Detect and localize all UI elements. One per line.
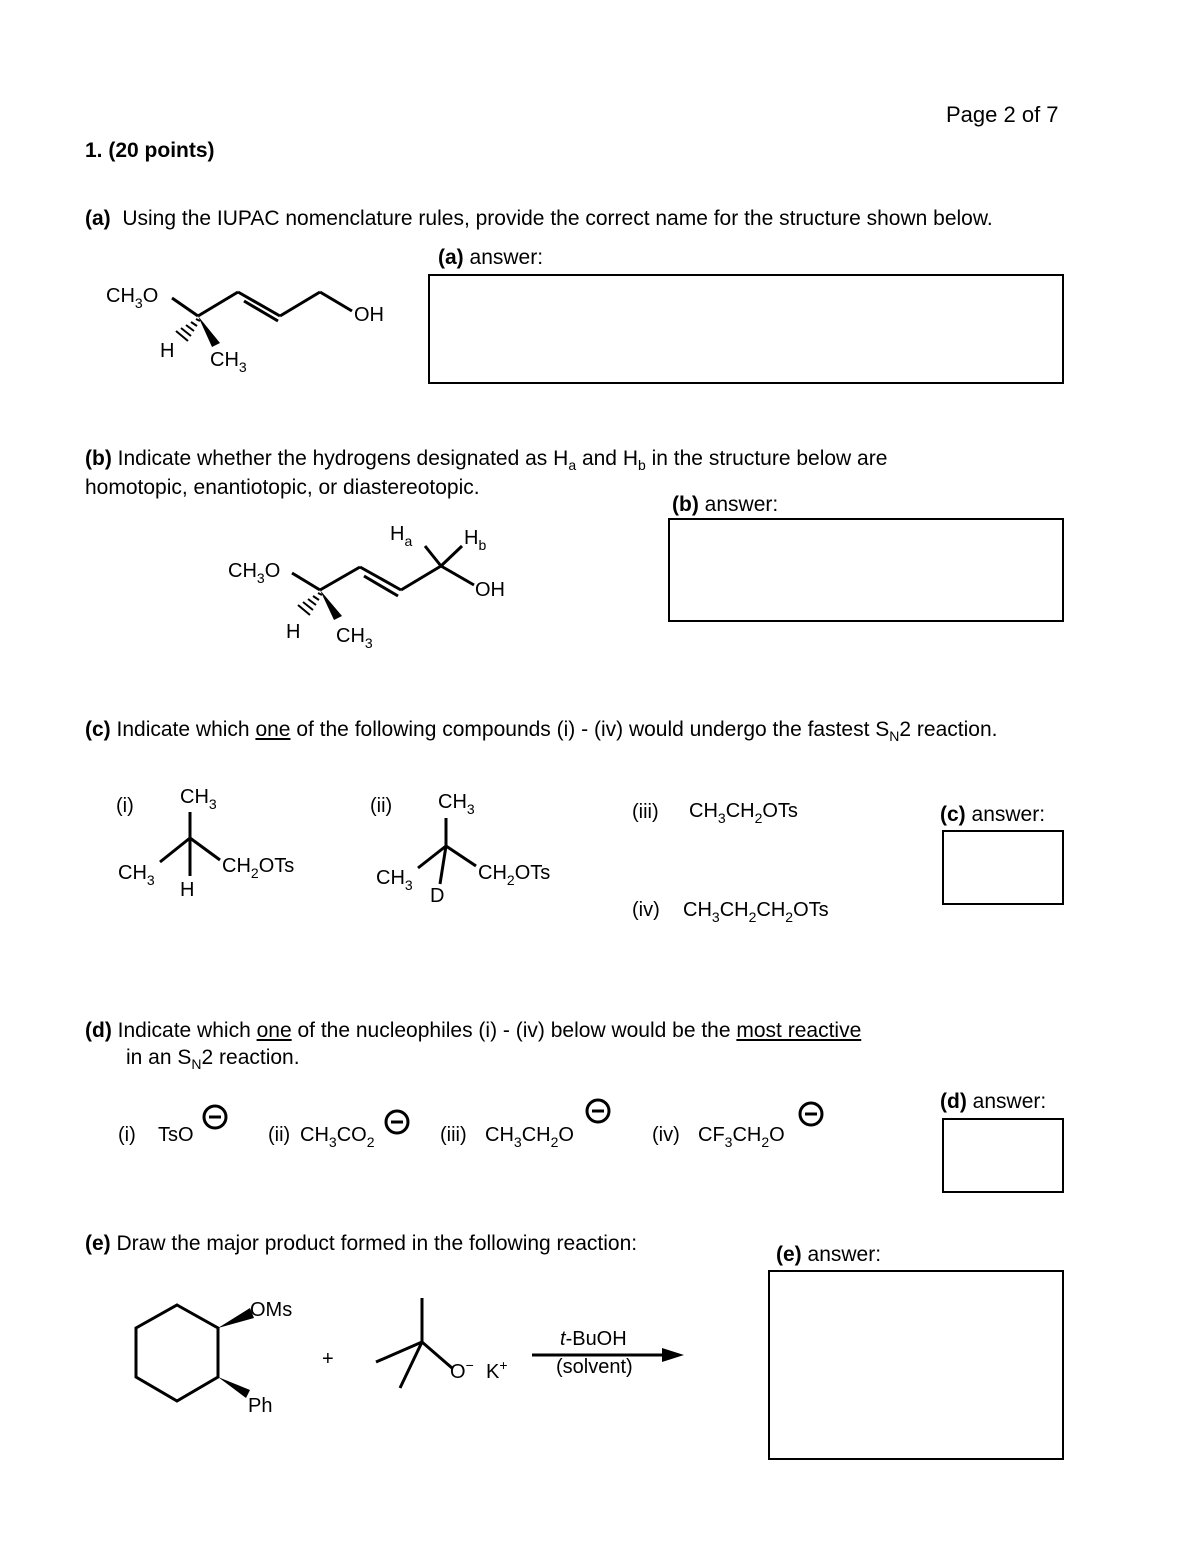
structure-a-ch3: $CH_3$ [210, 349, 247, 375]
answer-d-word: answer: [972, 1090, 1047, 1113]
part-b-text-1: Indicate whether the hydrogens designated as H [117, 447, 569, 470]
compound-i-bottom: H [180, 879, 195, 901]
nucleophile-i-label: (i) [118, 1124, 136, 1146]
nucleophile-iii-formula: $CH_3CH_2O$ [485, 1124, 574, 1150]
nucleophile-iv-label: (iv) [652, 1124, 680, 1146]
compound-iii-label: (iii) [632, 801, 659, 823]
part-b-text-2: in the structure below are [645, 447, 888, 470]
nucleophile-ii-formula: $CH_3CO_2$ [300, 1124, 375, 1150]
structure-a-ch3o: $CH_3O$ [106, 285, 159, 311]
structure-a-oh: OH [354, 304, 384, 326]
compound-iii-formula: $CH_3CH_2OTs$ [689, 800, 798, 826]
part-c-label: (c) [85, 718, 111, 741]
answer-c-word: answer: [971, 803, 1046, 826]
reaction-arrow-head [662, 1348, 684, 1362]
part-c-text-3: 2 reaction. [899, 718, 998, 741]
part-e-label: (e) [85, 1232, 111, 1255]
alkoxide-o: O− [450, 1357, 474, 1383]
alkoxide-counterion: K+ [486, 1357, 508, 1383]
reactant-ph: Ph [248, 1395, 273, 1417]
answer-e-label: (e) [776, 1243, 802, 1266]
t-butoxide-bonds [376, 1298, 452, 1388]
part-c-text-1: Indicate which [116, 718, 256, 741]
answer-d-label: (d) [940, 1090, 967, 1113]
answer-e-word: answer: [807, 1243, 882, 1266]
compound-i-left: $CH_3$ [118, 862, 155, 888]
part-d-label: (d) [85, 1019, 112, 1042]
part-c-sub: N [889, 728, 900, 745]
compound-ii-right: $CH_2OTs$ [478, 862, 551, 888]
cyclohexane-ring [136, 1305, 218, 1401]
nucleophile-iii-label: (iii) [440, 1124, 467, 1146]
answer-a-word: answer: [469, 246, 544, 269]
compound-ii-top: $CH_3$ [438, 791, 475, 817]
page-number: Page 2 of 7 [946, 102, 1059, 127]
solvent-top: t-BuOH [560, 1328, 627, 1350]
structure-b-ch3: $CH_3$ [336, 625, 373, 651]
part-d-sub: N [191, 1056, 202, 1073]
compound-iv-label: (iv) [632, 899, 660, 921]
compound-ii-bottom: D [430, 885, 445, 907]
answer-a-label: (a) [438, 246, 464, 269]
reactant-oms: OMs [250, 1299, 293, 1321]
compound-ii-label: (ii) [370, 795, 393, 817]
compound-iv-formula: $CH_3CH_2CH_2OTs$ [683, 899, 829, 925]
part-c-underlined: one [255, 718, 291, 741]
compound-ii-left: $CH_3$ [376, 867, 413, 893]
part-e-text: Draw the major product formed in the following reaction: [116, 1232, 638, 1255]
part-b-label: (b) [85, 447, 112, 470]
part-d-underlined: one [256, 1019, 292, 1042]
nucleophile-ii-label: (ii) [268, 1124, 291, 1146]
answer-b-word: answer: [704, 493, 779, 516]
answer-b-label: (b) [672, 493, 699, 516]
part-a-label: (a) [85, 207, 111, 230]
part-b-prompt-line2: homotopic, enantiotopic, or diastereotopic. [85, 476, 480, 499]
part-b-sub-a: a [568, 457, 577, 474]
part-a-text: Using the IUPAC nomenclature rules, provide the correct name for the structure shown below. [122, 207, 993, 230]
part-d-text-2: of the nucleophiles (i) - (iv) below would be the [291, 1019, 737, 1042]
nucleophile-iv-formula: $CF_3CH_2O$ [698, 1124, 785, 1150]
structure-b-ha: $H_a$ [390, 523, 413, 549]
solvent-bottom: (solvent) [556, 1356, 633, 1378]
part-d-text-1: Indicate which [117, 1019, 257, 1042]
part-c-text-2: of the following compounds (i) - (iv) would undergo the fastest S [290, 718, 890, 741]
part-b-text-and: and H [576, 447, 638, 470]
part-d-line2-a: in an S [126, 1046, 192, 1069]
compound-i-right: $CH_2OTs$ [222, 855, 295, 881]
reaction-plus: + [322, 1348, 334, 1370]
structure-b-hb: $H_b$ [464, 527, 487, 553]
compound-i-label: (i) [116, 795, 134, 817]
compound-i-top: $CH_3$ [180, 786, 217, 812]
structure-b-h: H [286, 621, 301, 643]
answer-c-label: (c) [940, 803, 966, 826]
part-d-line2-b: 2 reaction. [201, 1046, 300, 1069]
part-d-underlined-2: most reactive [736, 1019, 862, 1042]
structure-a-h: H [160, 340, 175, 362]
part-b-sub-b: b [637, 457, 646, 474]
ph-wedge [218, 1377, 250, 1398]
question-title: 1. (20 points) [85, 139, 215, 162]
oms-wedge [218, 1308, 254, 1328]
structure-b-oh: OH [475, 579, 505, 601]
nucleophile-i-formula: TsO [158, 1124, 194, 1146]
structure-b-ch3o: $CH_3O$ [228, 560, 281, 586]
